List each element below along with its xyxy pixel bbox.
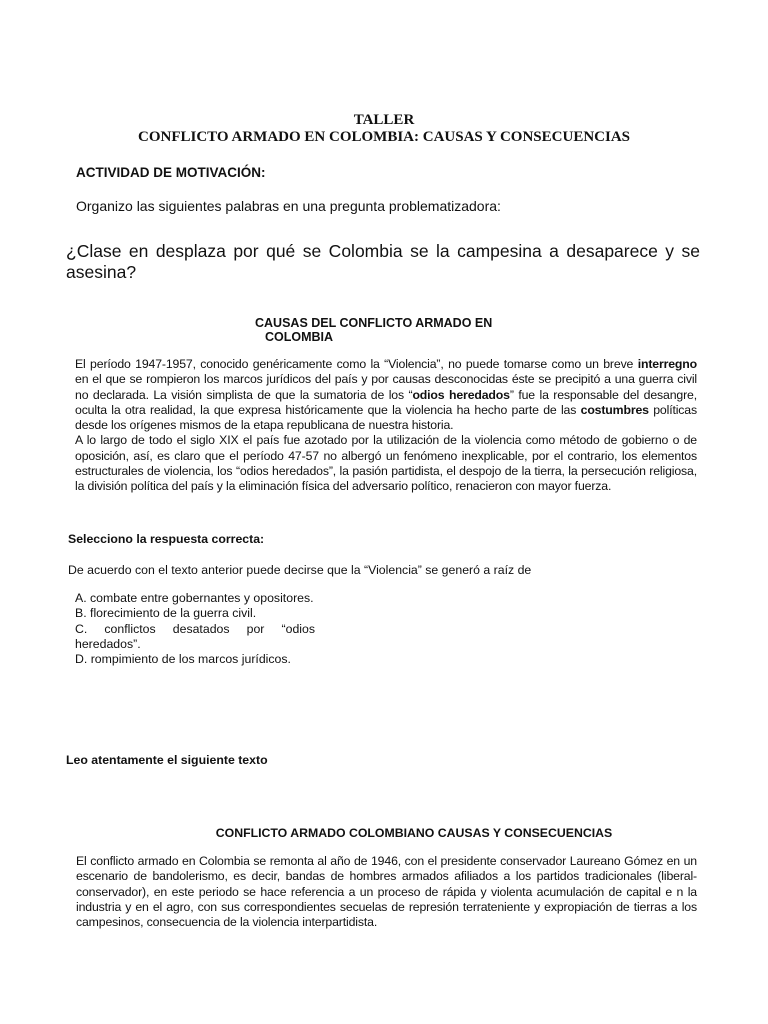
quiz-option-b[interactable]: B. florecimiento de la guerra civil. bbox=[75, 606, 257, 621]
quiz-option-d[interactable]: D. rompimiento de los marcos jurídicos. bbox=[75, 652, 291, 667]
motivacion-heading: ACTIVIDAD DE MOTIVACIÓN: bbox=[76, 165, 266, 180]
causas-p1-text1: El período 1947-1957, conocido genéricamente como la “Violencia”, no puede tomarse como un breve bbox=[75, 357, 638, 371]
causas-p1-text4: políticas desde los orígenes mismos de la etapa republicana de nuestra historia. bbox=[75, 402, 697, 433]
taller-title: TALLER bbox=[353, 112, 415, 128]
lectura-heading: Leo atentamente el siguiente texto bbox=[66, 753, 268, 767]
quiz-option-a[interactable]: A. combate entre gobernantes y opositores. bbox=[75, 591, 314, 605]
causas-p1-text3: ” fue la responsable del desangre, oculta la otra realidad, la que expresa históricamente que la violencia ha hecho parte de las bbox=[75, 387, 697, 417]
causas-p1-bold-odios: odios heredados bbox=[412, 387, 510, 402]
causas-paragraph-2: A lo largo de todo el siglo XIX el país fue azotado por la utilización de la violencia como método de gobierno o de oposición, así, es claro que el período 47-57 no albergó un fenómeno inexplicable, por el contrario, los elementos estructurales de violencia, los “odios heredados”, la pasión partidista, el despojo de la tierra, la persecución religiosa, la división política del país y la eliminación física del adversario político, renacieron con mayor fuerza. bbox=[75, 433, 697, 494]
quiz-options bbox=[75, 591, 315, 667]
consecuencias-heading: CONFLICTO ARMADO COLOMBIANO CAUSAS Y CONSECUENCIAS bbox=[215, 826, 613, 840]
causas-p1-text2: en el que se rompieron los marcos jurídicos del país y por causas desconocidas éste se precipitó a una guerra civil no declarada. La visión simplista de que la sumatoria de los “ bbox=[75, 372, 697, 402]
quiz-option-c[interactable]: C. conflictos desatados por “odios heredados”. bbox=[75, 621, 315, 651]
quiz-heading: Selecciono la respuesta correcta: bbox=[68, 532, 265, 546]
causas-p1-bold-interregno: interregno bbox=[637, 357, 697, 371]
causas-heading bbox=[255, 316, 492, 344]
causas-text bbox=[75, 357, 697, 495]
document-title: CONFLICTO ARMADO EN COLOMBIA: CAUSAS Y CONSECUENCIAS bbox=[138, 129, 630, 145]
quiz-prompt: De acuerdo con el texto anterior puede decirse que la “Violencia” se generó a raíz de bbox=[68, 563, 532, 577]
causas-heading-line2: COLOMBIA bbox=[265, 330, 334, 344]
causas-p1-bold-costumbres: costumbres bbox=[580, 402, 649, 417]
causas-heading-line1: CAUSAS DEL CONFLICTO ARMADO EN bbox=[255, 316, 493, 330]
consecuencias-paragraph: El conflicto armado en Colombia se remonta al año de 1946, con el presidente conservador Laureano Gómez en un escenario de bandolerismo, es decir, bandas de hombres armados afiliados a los partidos tradicionales (liberal- conservador), en este periodo se hace referencia a un proceso de rápida y violenta acumulación de capital e n la industria y en el agro, con sus correspondientes secuelas de represión terrateniente y expropiación de tierras a los campesinos, consecuencia de la violencia interpartidista. bbox=[76, 854, 697, 930]
problem-question: ¿Clase en desplaza por qué se Colombia se la campesina a desaparece y se asesina? bbox=[66, 241, 700, 282]
motivacion-instruction: Organizo las siguientes palabras en una pregunta problematizadora: bbox=[76, 198, 501, 214]
causas-paragraph-1 bbox=[75, 357, 697, 433]
